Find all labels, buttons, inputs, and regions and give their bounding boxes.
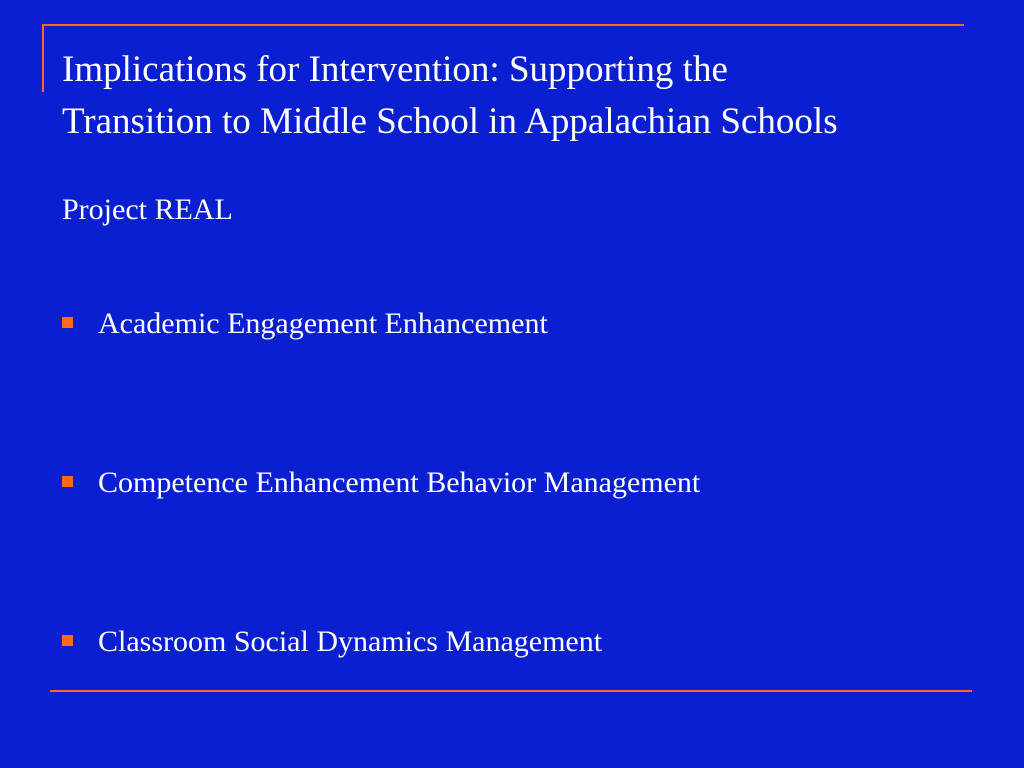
top-accent-line — [42, 24, 964, 26]
bottom-accent-line — [50, 690, 972, 692]
bullet-text: Competence Enhancement Behavior Management — [98, 466, 701, 500]
slide-title-line-1: Implications for Intervention: Supporting the — [62, 49, 728, 90]
square-bullet-icon — [62, 476, 73, 487]
bullet-text: Academic Engagement Enhancement — [98, 307, 548, 341]
bullet-item — [62, 618, 602, 664]
square-bullet-icon — [62, 317, 73, 328]
square-bullet-icon — [62, 635, 73, 646]
slide-title-line-2: Transition to Middle School in Appalachian Schools — [62, 101, 838, 142]
bullet-item — [62, 459, 700, 505]
left-accent-line — [42, 24, 44, 92]
slide-title — [62, 44, 1002, 148]
bullet-text: Classroom Social Dynamics Management — [98, 625, 603, 659]
slide-subtitle: Project REAL — [62, 193, 233, 226]
bullet-item — [62, 300, 548, 346]
